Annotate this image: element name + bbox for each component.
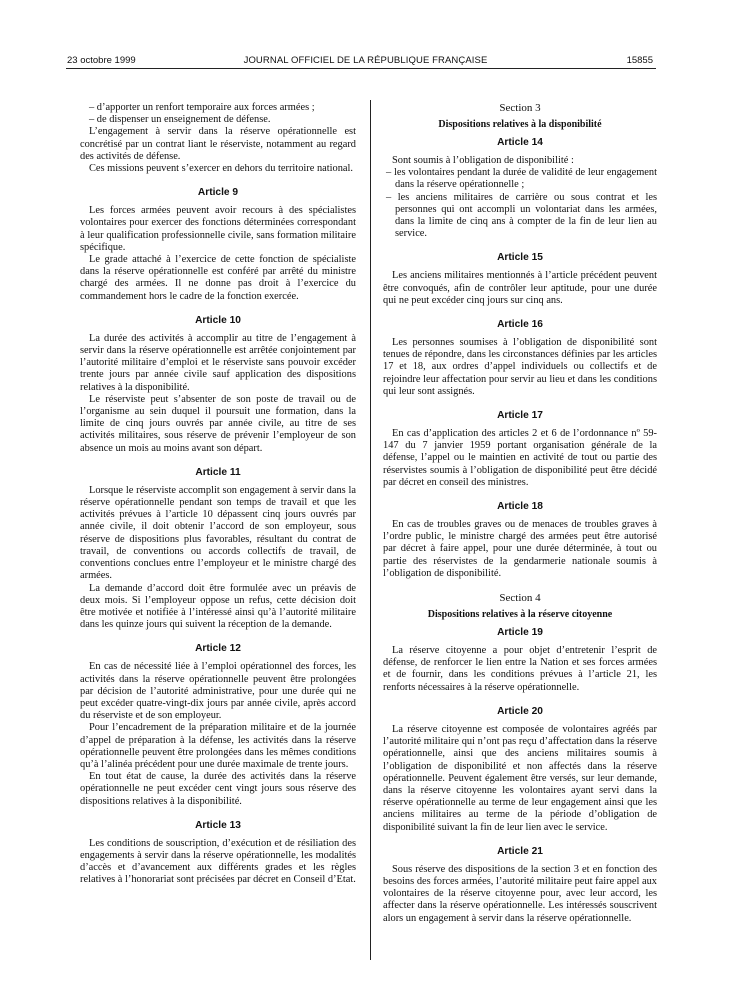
article-heading: Article 15 — [497, 252, 543, 264]
article-heading: Article 17 — [497, 410, 543, 422]
paragraph: Sous réserve des dispositions de la section 3 et en fonction des besoins des forces armées, l’autorité militaire peut faire appel aux volontaires de la réserve citoyenne pour, avec leur accord, les affecter dans la réserve opérationnelle. Les intéressés souscrivent alors un engagement à servir dans la réserve opérationnelle. — [383, 863, 657, 924]
article-heading: Article 10 — [195, 314, 241, 326]
header-rule — [66, 68, 656, 69]
article-heading: Article 20 — [497, 705, 543, 717]
paragraph: Les anciens militaires mentionnés à l’article précédent peuvent être convoqués, afin de contrôler leur aptitude, pour une durée qui ne peut excéder cinq jours sur cinq ans. — [383, 270, 657, 306]
paragraph: La durée des activités à accomplir au titre de l’engagement à servir dans la réserve opérationnelle est arrêtée conjointement par l’autorité militaire d’emploi et le réserviste sans pouvoir excéder trente jours par année civile sauf application des dispositions relatives à la disponibilité. — [80, 332, 356, 393]
journal-title: JOURNAL OFFICIEL DE LA RÉPUBLIQUE FRANÇAISE — [243, 55, 488, 66]
right-column — [383, 102, 657, 925]
page-header — [0, 55, 731, 69]
issue-date: 23 octobre 1999 — [67, 55, 136, 66]
paragraph: Les personnes soumises à l’obligation de disponibilité sont tenues de répondre, dans les circonstances définies par les articles 17 et 18, aux ordres d’appel individuels ou collectifs et de rejoindre leur affectation pour servir au lieu et dans les conditions qui leur sont assignés. — [383, 337, 657, 397]
dash-item: – les volontaires pendant la durée de validité de leur engagement dans la réserve opérationnelle ; — [386, 167, 657, 191]
section-label: Section 3 — [499, 102, 541, 114]
paragraph: Sont soumis à l’obligation de disponibilité : — [392, 155, 574, 166]
paragraph: L’engagement à servir dans la réserve opérationnelle est concrétisé par un contrat liant le réserviste, notamment au regard des activités de défense. — [80, 126, 356, 162]
article-heading: Article 18 — [497, 501, 543, 513]
left-column — [80, 102, 356, 887]
page-number: 15855 — [626, 55, 653, 66]
paragraph: La réserve citoyenne est composée de volontaires agréés par l’autorité militaire qui n’ont pas reçu d’affectation dans la réserve opérationnelle, ainsi que des anciens militaires soumis à l’obligation de disponibilité et non affectés dans la réserve opérationnelle. Peuvent également être versés, sur leur demande, dans la réserve citoyenne les volontaires ayant servi dans la réserve opérationnelle au terme de leur engagement ainsi que les anciens militaires au terme de la période d’obligation de disponibilité suivant la fin de leur lien avec le service. — [383, 723, 657, 833]
article-heading: Article 12 — [195, 643, 241, 655]
paragraph: Pour l’encadrement de la préparation militaire et de la journée d’appel de préparation à la défense, les activités dans la réserve opérationnelle peuvent être prolongées dans les mêmes conditions qu’à l’alinéa précédent pour une durée maximale de trente jours. — [80, 722, 356, 770]
paragraph: Lorsque le réserviste accomplit son engagement à servir dans la réserve opérationnelle pendant son temps de travail et que les activités prévues à l’article 10 dépassent cinq jours ouvrés par année civile, il doit obtenir l’accord de son employeur, sous réserve de dispositions plus favorables, résultant du contrat de travail, de conventions ou accords collectifs de travail, de conventions conclues entre l’employeur et le ministre chargé des armées. — [80, 484, 356, 582]
column-divider — [370, 100, 371, 960]
paragraph: La réserve citoyenne a pour objet d’entretenir l’esprit de défense, de renforcer le lien entre la Nation et ses forces armées et de fournir, dans les conditions prévues à l’article 21, les renforts nécessaires à la réserve opérationnelle. — [383, 645, 657, 693]
paragraph: Le réserviste peut s’absenter de son poste de travail ou de l’organisme au sein duquel il poursuit une formation, dans la limite de cinq jours ouvrés par année civile, au titre de ses activités militaires, sous réserve de prévenir l’employeur de son absence un mois au moins avant son départ. — [80, 393, 356, 454]
paragraph: En cas de troubles graves ou de menaces de troubles graves à l’ordre public, le ministre chargé des armées peut être autorisé par décret à faire appel, pour une durée déterminée, à tout ou partie des réservistes de la gendarmerie nationale soumis à l’obligation de disponibilité. — [383, 519, 657, 579]
article-heading: Article 11 — [195, 466, 241, 478]
article-heading: Article 13 — [195, 819, 241, 831]
article-heading: Article 21 — [497, 845, 543, 857]
dash-item: – de dispenser un enseignement de défense. — [89, 114, 271, 126]
paragraph: En cas d’application des articles 2 et 6 de l’ordonnance nº 59-147 du 7 janvier 1959 portant organisation générale de la défense, l’appel ou le maintien en activité de tout ou partie des réservistes soumis à l’obligation de disponibilité peut être décidé par décret en conseil des ministres. — [383, 428, 657, 488]
article-heading: Article 16 — [497, 319, 543, 331]
dash-item: – d’apporter un renfort temporaire aux forces armées ; — [89, 102, 315, 113]
section-label: Section 4 — [499, 592, 541, 605]
paragraph: Le grade attaché à l’exercice de cette fonction de spécialiste dans la réserve opérationnelle est conféré par arrêté du ministre chargé des armées. Il ne donne pas droit à l’exercice du commandement hors le cadre de la fonction exercée. — [80, 254, 356, 302]
paragraph: Ces missions peuvent s’exercer en dehors du territoire national. — [89, 163, 354, 175]
paragraph: En tout état de cause, la durée des activités dans la réserve opérationnelle ne peut excéder cent vingt jours sous réserve des dispositions relatives à la disponibilité. — [80, 771, 356, 807]
dash-item: – les anciens militaires de carrière ou sous contrat et les personnes qui ont accompli un volontariat dans les armées, dans la limite de cinq ans à compter de la fin de leur lien au service. — [386, 191, 657, 240]
section-subtitle: Dispositions relatives à la disponibilité — [438, 119, 602, 130]
paragraph: Les forces armées peuvent avoir recours à des spécialistes volontaires pour exercer des fonctions déterminées correspondant à leur qualification professionnelle civile, sans formation militaire spécifique. — [80, 205, 356, 253]
section-subtitle: Dispositions relatives à la réserve citoyenne — [427, 609, 613, 621]
paragraph: La demande d’accord doit être formulée avec un préavis de deux mois. Si l’employeur oppose un refus, cette décision doit être motivée et notifiée à l’intéressé ainsi qu’à l’autorité militaire dans les quinze jours qui suivent la réception de la demande. — [80, 582, 356, 631]
paragraph: En cas de nécessité liée à l’emploi opérationnel des forces, les activités dans la réserve opérationnelle peuvent être prolongées par décision de l’autorité administrative, pour une durée qui ne peut excéder quatre-vingt-dix jours par année civile, après accord du réserviste et de son employeur. — [80, 661, 356, 722]
article-heading: Article 9 — [197, 187, 239, 199]
paragraph: Les conditions de souscription, d’exécution et de résiliation des engagements à servir dans la réserve opérationnelle, les modalités d’accès et d’avancement aux différents grades et les règles relatives à l’honorariat sont précisées par décret en Conseil d’Etat. — [80, 837, 356, 886]
article-heading: Article 19 — [497, 627, 543, 639]
article-heading: Article 14 — [497, 137, 543, 148]
